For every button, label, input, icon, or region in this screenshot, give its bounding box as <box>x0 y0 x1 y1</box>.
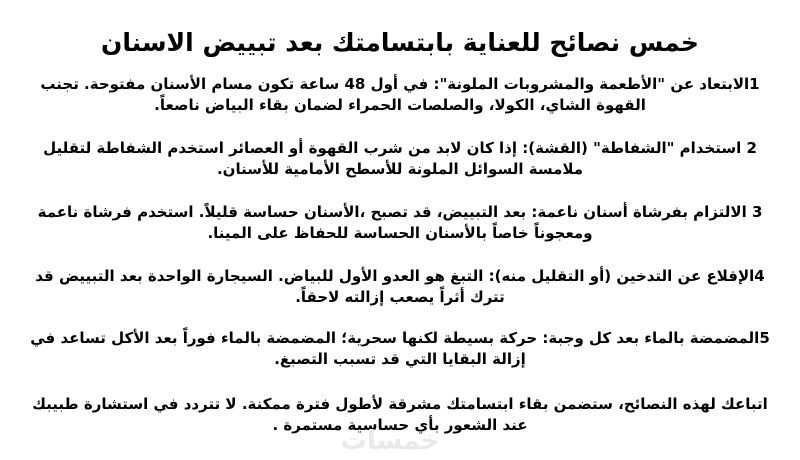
tip-paragraph-4: 4الإقلاع عن التدخين (أو التقليل منه): التبغ هو العدو الأول للبياض. السيجارة الواحدة بعد التبييض قد تترك أثراً يصعب إزالته لاحقاً. <box>35 267 765 306</box>
tip-paragraph-5: 5المضمضة بالماء بعد كل وجبة: حركة بسيطة لكنها سحرية؛ المضمضة بالماء فوراً بعد الأكل تساعد في إزالة البقايا التي قد تسبب التصبغ. <box>30 329 770 368</box>
tip-paragraph-3: 3 الالتزام بفرشاة أسنان ناعمة: بعد التبييض، قد تصبح ،الأسنان حساسة قليلاً. استخدم فرشاة ناعمة ومعجوناً خاصاً بالأسنان الحساسة للحفاظ على المينا. <box>37 203 763 242</box>
tip-paragraph-1: 1الابتعاد عن "الأطعمة والمشروبات الملونة": في أول 48 ساعة تكون مسام الأسنان مفتوحة. تجنب القهوة الشاي، الكولا، والصلصات الحمراء لضمان بقاء البياض ناصعاً. <box>40 75 760 114</box>
tip-paragraph-2: 2 استخدام "الشفاطة" (القشة): إذا كان لابد من شرب القهوة أو العصائر استخدم الشفاطة لتقليل ملامسة السوائل الملونة للأسطح الأمامية للأسنان. <box>43 139 757 178</box>
closing-paragraph: اتباعك لهذه النصائح، ستضمن بقاء ابتسامتك مشرقة لأطول فترة ممكنة. لا تتردد في استشارة طبيبك عند الشعور بأي حساسية مستمرة . <box>32 395 768 434</box>
watermark-logo: خمسات <box>340 426 440 456</box>
document-title: خمس نصائح للعناية بابتسامتك بعد تبييض الاسنان <box>101 28 699 57</box>
